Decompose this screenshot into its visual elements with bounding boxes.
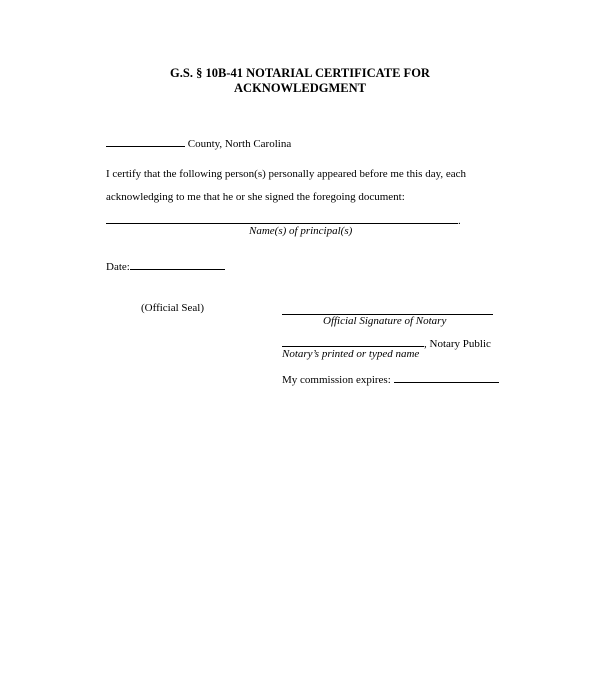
commission-line: [282, 372, 499, 387]
notary-public-label: , Notary Public: [424, 338, 491, 350]
principal-trailing-period: .: [458, 215, 461, 227]
principal-caption: Name(s) of principal(s): [249, 225, 353, 237]
county-line: [106, 136, 291, 151]
date-line: [106, 259, 225, 274]
notary-name-blank-field[interactable]: [282, 336, 424, 347]
certify-text-line-1: I certify that the following person(s) personally appeared before me this day, each: [106, 168, 467, 180]
certify-text-line-2: acknowledging to me that he or she signed the foregoing document:: [106, 191, 405, 203]
official-seal-label: (Official Seal): [141, 302, 205, 314]
date-blank-field[interactable]: [130, 259, 225, 270]
principal-name-blank-field[interactable]: [106, 213, 458, 224]
commission-expires-label: My commission expires:: [282, 374, 394, 386]
form-title-line-2: ACKNOWLEDGMENT: [234, 81, 366, 95]
notary-name-caption: Notary’s printed or typed name: [282, 348, 420, 360]
form-title-line-1: G.S. § 10B-41 NOTARIAL CERTIFICATE FOR: [170, 66, 430, 80]
county-blank-field[interactable]: [106, 136, 185, 147]
county-label: County, North Carolina: [185, 138, 292, 150]
notary-signature-caption: Official Signature of Notary: [323, 315, 447, 327]
notary-signature-blank-field[interactable]: [282, 304, 493, 315]
date-label: Date:: [106, 261, 130, 273]
commission-expires-blank-field[interactable]: [394, 372, 499, 383]
